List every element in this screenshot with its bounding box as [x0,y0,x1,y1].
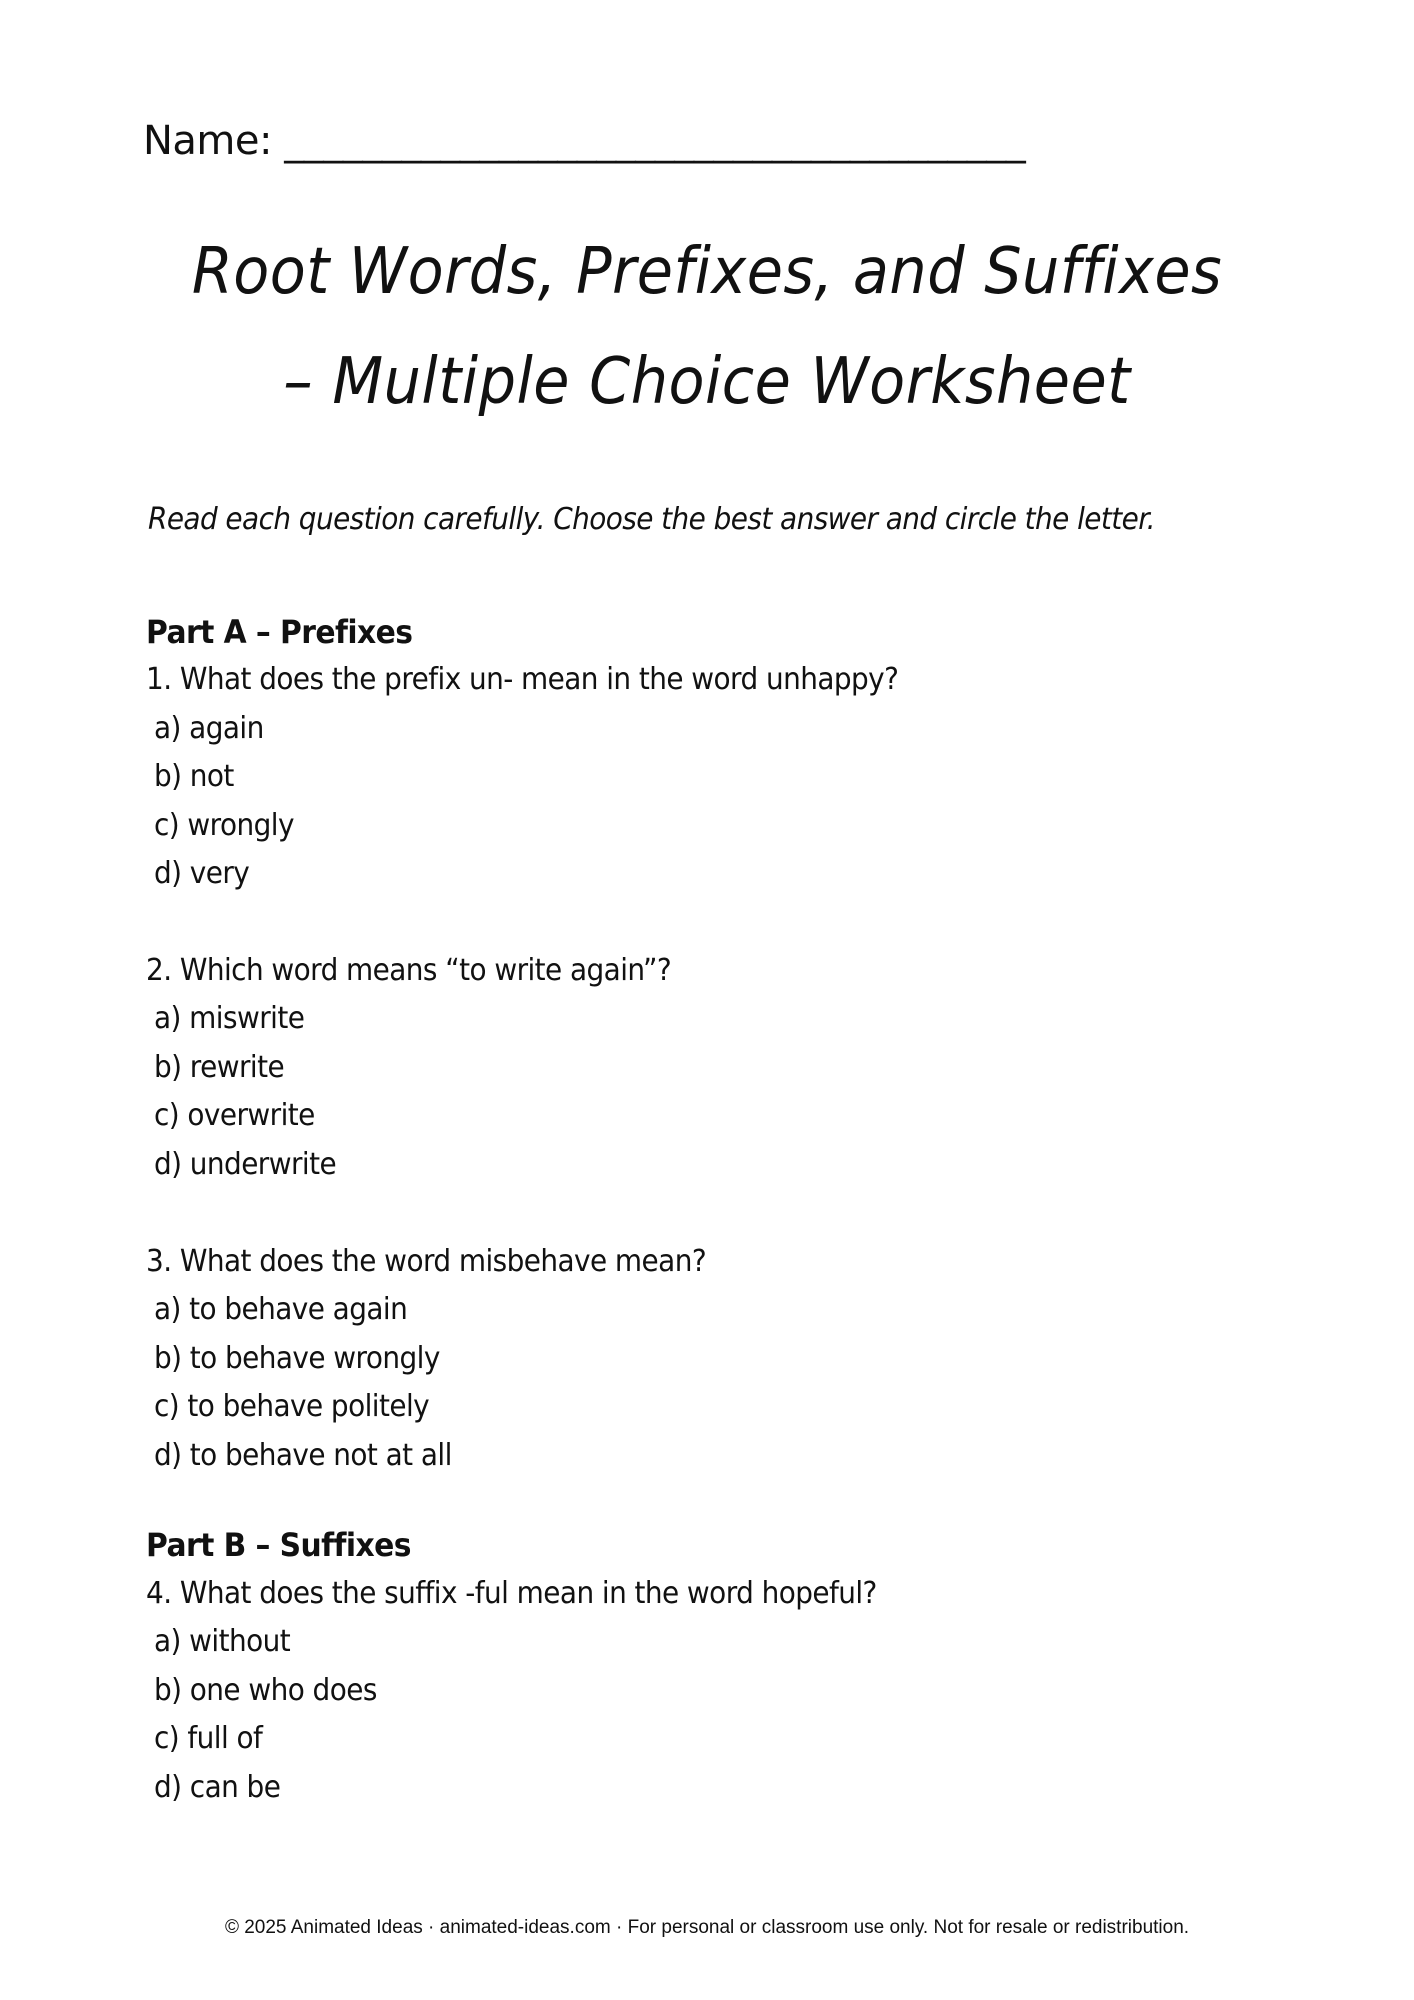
question-4-option-a[interactable]: a) without [154,1624,291,1659]
question-1-option-b[interactable]: b) not [154,759,234,794]
question-2-option-b[interactable]: b) rewrite [154,1050,285,1085]
section-heading-part-b: Part B – Suffixes [146,1526,411,1564]
question-2-option-d[interactable]: d) underwrite [154,1147,337,1182]
question-1-option-c[interactable]: c) wrongly [154,808,294,843]
worksheet-title-line-1: Root Words, Prefixes, and Suffixes [191,235,1223,309]
section-heading-part-a: Part A – Prefixes [146,613,413,651]
copyright-footer: © 2025 Animated Ideas · animated-ideas.com · For personal or classroom use only. Not for resale or redistribution. [224,1917,1190,1938]
question-3-option-b[interactable]: b) to behave wrongly [154,1341,440,1376]
name-field-label[interactable]: Name: ______________________________________ [143,118,1026,164]
question-1-option-d[interactable]: d) very [154,856,250,891]
worksheet-title-line-2: – Multiple Choice Worksheet [283,345,1131,419]
question-2: 2. Which word means “to write again”? [146,953,672,988]
instructions-text: Read each question carefully. Choose the best answer and circle the letter. [148,502,1155,537]
question-4: 4. What does the suffix -ful mean in the word hopeful? [146,1576,877,1611]
question-3: 3. What does the word misbehave mean? [146,1244,707,1279]
question-3-option-d[interactable]: d) to behave not at all [154,1438,452,1473]
question-4-option-c[interactable]: c) full of [154,1721,263,1756]
question-1: 1. What does the prefix un- mean in the word unhappy? [146,662,899,697]
question-2-option-a[interactable]: a) miswrite [154,1001,305,1036]
question-4-option-b[interactable]: b) one who does [154,1673,377,1708]
question-2-option-c[interactable]: c) overwrite [154,1098,315,1133]
question-1-option-a[interactable]: a) again [154,711,264,746]
question-3-option-c[interactable]: c) to behave politely [154,1389,430,1424]
question-4-option-d[interactable]: d) can be [154,1770,281,1805]
question-3-option-a[interactable]: a) to behave again [154,1292,408,1327]
